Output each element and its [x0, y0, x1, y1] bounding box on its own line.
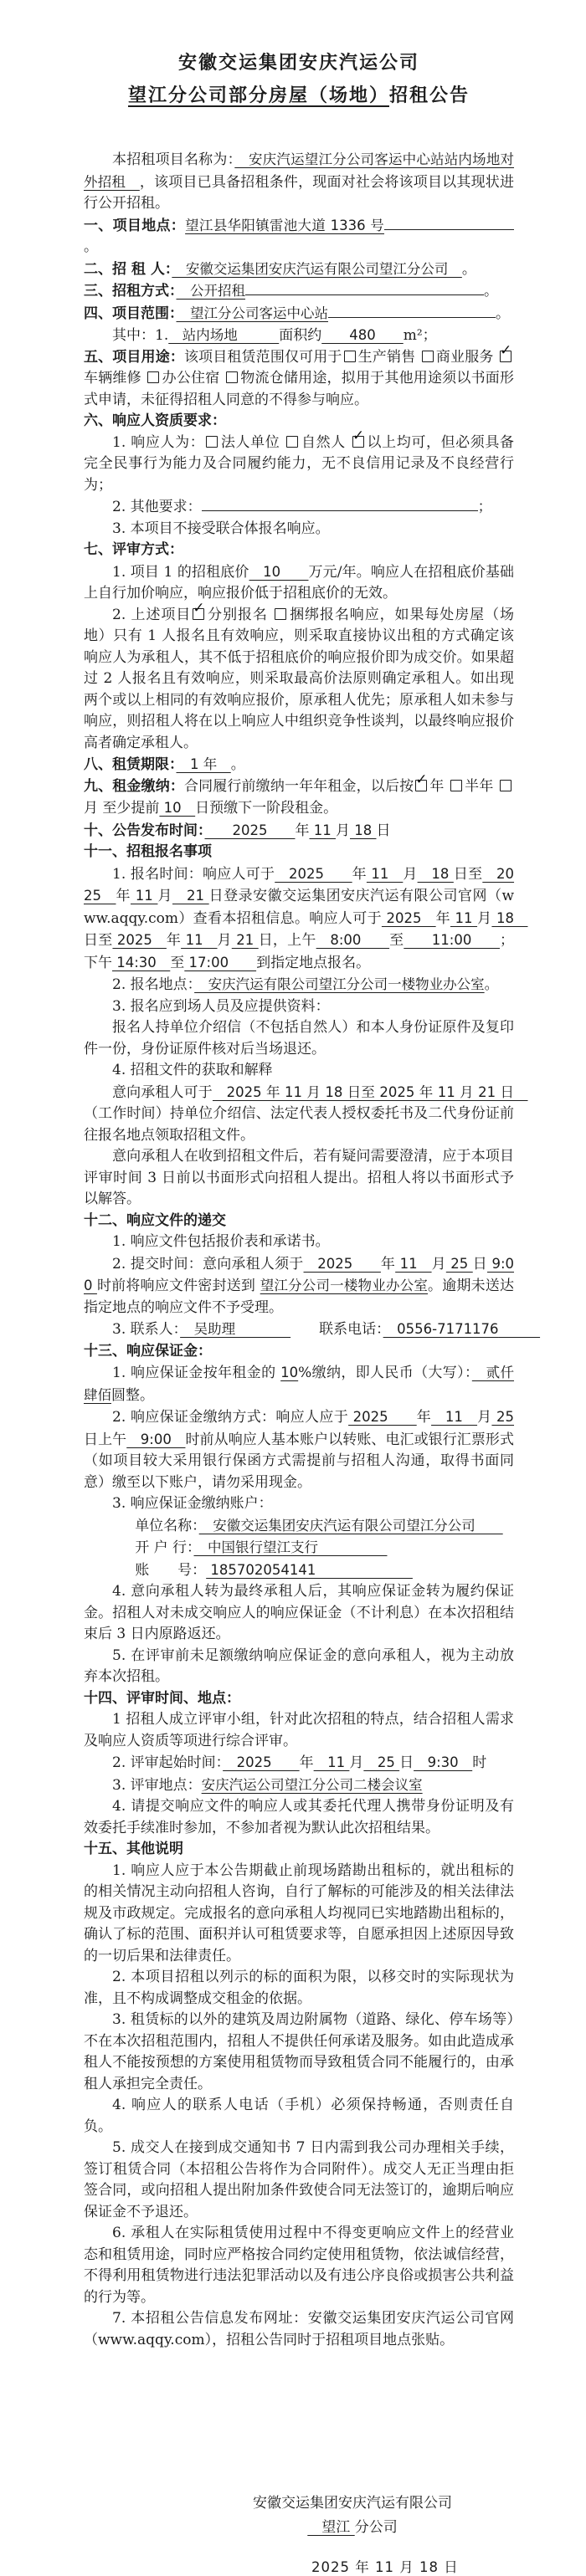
body-text: 。: [461, 260, 476, 278]
section-paragraph: [84, 771, 514, 820]
body-text: 月: [431, 1255, 446, 1273]
paragraph: [84, 1646, 514, 1688]
filled-in-value: 望江分公司一楼物业办公室: [260, 1278, 429, 1293]
filled-in-value: 14:30: [112, 954, 171, 970]
checkbox-checked-icon: [352, 427, 365, 448]
body-text: ；下午: [84, 932, 514, 971]
filled-in-value: 安徽交运集团安庆汽运有限公司望江分公司: [172, 260, 462, 277]
section-paragraph: [84, 1839, 514, 1861]
body-text: 7. 本招租公告信息发布网址：安徽交运集团安庆汽运公司官网（www.aqqy.com），招租公告同时于招租项目地点张贴。: [84, 2310, 514, 2348]
body-text: 以上均可，但必须具备完全民事行为能力及合同履约能力，无不良信用记录及不良经营行为；: [84, 433, 515, 494]
checkbox-checked-icon: [500, 341, 512, 362]
body-text: 物流仓储用途，拟用于其他用途须以书面形式申请，未征得招租人同意的不得参与响应。: [84, 370, 515, 408]
check-mark-icon: ✓: [352, 427, 365, 444]
paragraph: [84, 1752, 514, 1775]
filled-in-value: 11: [395, 1255, 432, 1272]
blank-fill-line: [384, 215, 514, 230]
filled-in-value: 2025: [381, 909, 436, 926]
filled-in-value: 8:00: [316, 932, 390, 948]
filled-in-value: 公开招租: [176, 283, 245, 299]
filled-in-value: 2025: [112, 932, 167, 948]
body-text: 年: [295, 822, 310, 839]
body-text: 日至: [84, 932, 113, 949]
filled-in-value: 18: [350, 822, 377, 838]
signature-date: 2025 年 11 月 18 日: [311, 2559, 459, 2575]
body-text: 开 户 行：: [135, 1539, 194, 1556]
checkbox-unchecked-icon: [275, 608, 286, 620]
blank-fill-line: [202, 496, 478, 511]
body-text: 1. 响应人应于本公告期截止前现场踏勘出租标的，就出租标的的相关情况主动向招租人咨询，自行了解标的可能涉及的相关法律法规及市政规定。完成报名的意向承租人均视同已实地踏勘出租标的，确认了标的范围、面积并认可租赁要求等，自愿承担因上述原因导致的一切后果和法律责任。: [84, 1862, 514, 1964]
body-text: 2. 本项目招租以列示的标的面积为限，以移交时的实际现状为准，且不构成调整成交租金的依据。: [84, 1969, 514, 2007]
body-text: 月: [217, 932, 232, 949]
filled-in-value: 1 年: [176, 756, 231, 772]
filled-in-value: 480: [321, 327, 404, 343]
filled-in-value: 中国银行望江支行: [193, 1539, 388, 1555]
body-text: 2. 上述项目: [112, 606, 192, 623]
body-text: 意向承租人可于: [112, 1083, 213, 1101]
section-label: 九、租金缴纳：: [84, 777, 184, 795]
checkbox-unchecked-icon: [422, 351, 434, 362]
filled-in-value: 2025: [348, 1409, 417, 1425]
paragraph: [84, 561, 514, 605]
paragraph: [84, 1406, 514, 1493]
filled-in-value: 11: [181, 932, 218, 948]
section-label: 十一、招租报名事项: [84, 843, 212, 860]
body-text: 圆整。: [111, 1386, 154, 1404]
paragraph: [84, 2095, 514, 2138]
filled-in-value: 望江县华阳镇雷池大道 1336 号: [185, 217, 385, 233]
body-text: 2. 报名地点：: [112, 976, 195, 993]
body-text: 日至: [453, 865, 483, 883]
body-text: 月: [477, 909, 492, 927]
body-text: 3. 报名应到场人员及应提供资料：: [112, 997, 330, 1015]
checkbox-unchecked-icon: [206, 436, 218, 448]
body-text: 2. 其他要求：: [112, 499, 202, 515]
body-text: 月: [349, 1754, 364, 1771]
body-text: 月: [477, 1409, 492, 1426]
checkbox-unchecked-icon: [286, 436, 298, 448]
filled-in-value: 安庆汽运望江分公司客运中心站站内场地对外招租: [84, 151, 515, 190]
section-label: 三、招租方式：: [84, 283, 177, 300]
body-text: 2. 响应保证金缴纳方式：响应人应于: [112, 1409, 349, 1426]
filled-in-value: 贰仟肆佰: [84, 1365, 515, 1403]
filled-in-value: 2025: [223, 1754, 300, 1770]
body-text: 半年: [465, 777, 499, 795]
paragraph: [84, 496, 514, 519]
body-text: 捆绑报名响应，如果每处房屋（场地）只有 1 人报名且有效响应，则采取直接协议出租的方式确定该响应人为承租人，其不低于招租底价的响应报价即为成交价。如果超过 2 人报名且有效响应，则采取最高价法原则确定承租人。如出现两个或以上相同的有效响应报价，原承租人优先；原承租人如未参与响应，则招租人将在以上响应人中组织竞争性谈判，以最终响应报价高者确定承租人。: [84, 606, 514, 751]
body-text: 商业服务: [435, 348, 499, 366]
body-text: 2. 提交时间：意向承租人须于: [112, 1255, 304, 1273]
filled-in-value: 2025: [84, 865, 515, 904]
filled-in-value: 18: [491, 909, 528, 926]
body-text: 日预缴下一阶段租金。: [195, 800, 338, 817]
body-text: 到指定地点报名。: [256, 954, 371, 971]
body-text: 4. 请提交响应文件的响应人或其委托代理人携带身份证明及有效委托手续准时参加，不参加者视为默认此次招租结果。: [84, 1798, 514, 1836]
paragraph: [84, 1362, 514, 1406]
blank-fill-line: [245, 280, 484, 295]
paragraph: [84, 325, 514, 347]
paragraph: [84, 1060, 514, 1082]
body-text: （工作时间）持单位介绍信、法定代表人授权委托书及二代身份证前往报名地点领取招租文件。: [84, 1105, 514, 1144]
checkbox-unchecked-icon: [226, 371, 238, 383]
section-label: 十二、响应文件的递交: [84, 1211, 226, 1229]
checkbox-unchecked-icon: [147, 371, 159, 383]
filled-in-value: 11:00: [404, 932, 500, 948]
section-paragraph: [84, 540, 514, 561]
section-label: 二、招 租 人：: [84, 260, 172, 278]
checkbox-unchecked-icon: [450, 780, 462, 791]
signature-company: 安徽交运集团安庆汽运有限公司: [253, 2495, 452, 2512]
paragraph: [84, 149, 514, 215]
paragraph: [84, 1515, 514, 1538]
filled-in-value: 10: [159, 800, 196, 816]
body-text: 车辆维修: [84, 370, 146, 387]
body-text: 联系电话：: [290, 1321, 383, 1338]
check-mark-icon: ✓: [415, 771, 428, 788]
checkbox-unchecked-icon: [344, 351, 356, 362]
body-text: ；: [477, 499, 492, 515]
section-paragraph: [84, 1211, 514, 1232]
body-text: 3. 评审地点：: [112, 1776, 202, 1794]
body-text: 本招租项目名称为：: [112, 151, 235, 168]
paragraph: [84, 427, 515, 497]
section-label: 六、响应人资质要求：: [84, 412, 226, 429]
filled-in-value: 11: [450, 909, 478, 926]
filled-in-value: 21: [231, 932, 259, 948]
document-title: 安徽交运集团安庆汽运公司: [177, 53, 419, 74]
filled-in-value: 9:00: [126, 1431, 186, 1447]
filled-in-value: 18: [417, 865, 454, 882]
checkbox-checked-icon: [415, 771, 428, 791]
body-text: 。逾期未送达指定地点的响应文件不予受理。: [84, 1278, 515, 1316]
filled-in-value: 站内场地: [168, 327, 280, 343]
body-text: 日登录安徽交运集团安庆汽运有限公司官网（www.aqqy.com）查看本招租信息。响应人可于: [84, 888, 514, 927]
body-text: 3. 本项目不接受联合体报名响应。: [112, 520, 330, 537]
section-label: 十三、响应保证金：: [84, 1342, 212, 1360]
section-paragraph: [84, 341, 515, 412]
body-text: 该项目租赁范围仅可用于: [183, 348, 342, 366]
body-text: 1. 报名时间：响应人可于: [112, 865, 275, 883]
filled-in-value: 安徽交运集团安庆汽运有限公司望江分公司: [198, 1517, 503, 1534]
section-paragraph: [84, 215, 514, 259]
section-label: 十四、评审时间、地点：: [84, 1689, 240, 1707]
filled-in-value: 9:00: [84, 1255, 515, 1293]
body-text: 年: [429, 777, 450, 795]
filled-in-value: 25: [363, 1754, 400, 1770]
body-text: 日上午: [84, 1431, 127, 1448]
body-text: 至: [389, 932, 404, 949]
body-text: 账 号：: [135, 1561, 207, 1579]
section-label: 四、项目范围：: [84, 305, 177, 322]
body-text: 时前从响应人基本账户以转账、电汇或银行汇票形式（如项目较大采用银行保函方式需提前与招租人沟通，取得书面同意）缴至以下账户，请勿采用现金。: [84, 1431, 515, 1491]
section-paragraph: [84, 280, 514, 303]
filled-in-value: 25: [491, 1409, 515, 1425]
body-text: 年: [116, 888, 131, 904]
body-text: 。: [484, 976, 499, 993]
body-text: 。: [484, 283, 498, 300]
paragraph: [84, 2138, 514, 2223]
body-text: 1 招租人成立评审小组，针对此次招租的特点，结合招租人需求及响应人资质等项进行综合评审。: [84, 1711, 514, 1749]
paragraph: [84, 1493, 514, 1515]
body-text: 年: [299, 1754, 314, 1771]
checkbox-unchecked-icon: [500, 780, 511, 791]
body-text: 办公住宿: [162, 370, 225, 387]
body-text: 5. 在评审前未足额缴纳响应保证金的意向承租人，视为主动放弃本次招租。: [84, 1646, 514, 1685]
filled-in-value: 吴助理: [180, 1321, 291, 1337]
body-text: 年: [352, 865, 367, 883]
body-text: 1. 项目 1 的招租底价: [112, 563, 249, 581]
filled-in-value: 25: [445, 1255, 473, 1272]
paragraph: [84, 1146, 514, 1211]
body-text: 月: [403, 865, 418, 883]
body-text: 万元/年。响应人在招租底价基础上自行加价响应，响应报价低于招租底价的无效。: [84, 563, 515, 602]
paragraph: [84, 1017, 514, 1060]
filled-in-value: 安庆汽运公司望江分公司二楼会议室: [201, 1776, 423, 1793]
document-body: [84, 149, 541, 2351]
paragraph: [84, 2308, 514, 2351]
filled-in-value: 2025: [303, 1255, 381, 1272]
section-label: 五、项目用途：: [84, 348, 184, 366]
body-text: m²；: [403, 327, 437, 344]
body-text: 月: [336, 822, 350, 839]
paragraph: [84, 519, 514, 540]
body-text: 合同履行前缴纳一年年租金，以后按: [183, 777, 414, 795]
body-text: 日，上午: [258, 932, 316, 949]
body-text: 报名人持单位介绍信（不包括自然人）和本人身份证原件及复印件一份，身份证原件核对后当场退还。: [84, 1019, 514, 1058]
document-subtitle: [84, 85, 514, 107]
body-text: 月 至少提前: [84, 800, 160, 817]
paragraph: [84, 2223, 514, 2308]
section-paragraph: [84, 303, 514, 325]
filled-in-value: 10: [249, 563, 309, 580]
paragraph: [84, 1319, 541, 1341]
body-text: 法人单位: [220, 433, 285, 451]
body-text: 至: [170, 954, 185, 971]
filled-in-value: 11: [366, 865, 404, 882]
filled-in-value: 11: [431, 1409, 478, 1425]
signature-branch: [253, 2516, 452, 2540]
paragraph: [84, 1796, 514, 1839]
paragraph: [84, 1709, 514, 1752]
paragraph: [84, 1537, 514, 1559]
body-text: 日: [399, 1754, 414, 1771]
check-mark-icon: ✓: [500, 341, 512, 359]
body-text: 日: [376, 822, 391, 839]
section-label: 八、租赁期限：: [84, 756, 177, 773]
paragraph: [84, 974, 514, 996]
body-text: 日: [472, 1255, 487, 1273]
body-text: 时: [472, 1754, 487, 1771]
branch-underlined-part: 望江: [307, 2519, 355, 2536]
paragraph: [84, 996, 514, 1018]
section-paragraph: [84, 1341, 514, 1363]
body-text: 1. 响应文件包括报价表和承诺书。: [112, 1233, 330, 1250]
document-footer: [84, 2491, 514, 2576]
paragraph: [84, 1082, 528, 1147]
filled-in-value: 17:00: [184, 954, 257, 970]
section-paragraph: [84, 1688, 514, 1710]
paragraph: [84, 1861, 514, 1968]
section-label: 一、项目地点：: [84, 217, 186, 234]
body-text: 。: [230, 756, 245, 773]
body-text: 1. 响应保证金按年租金的: [112, 1365, 281, 1381]
body-text: 时前将响应文件密封送到: [96, 1278, 260, 1294]
body-text: 意向承租人在收到招租文件后，若有疑问需要澄清，应于本项目评审时间 3 日前以书面形式向招租人提出。招租人将以书面形式予以解答。: [84, 1148, 514, 1207]
body-text: 6. 承租人在实际租赁使用过程中不得变更响应文件上的经营业态和租赁用途，同时应严格按合同约定使用租赁物，依法诚信经营，不得利用租赁物进行违法犯罪活动以及有违公序良俗或损害公共利益的行为等。: [84, 2225, 514, 2306]
filled-in-value: 2025: [275, 865, 352, 882]
filled-in-value: 10: [280, 1365, 299, 1380]
signature-block: [253, 2491, 452, 2540]
body-text: 月: [157, 888, 172, 904]
body-text: 分别报名: [207, 606, 274, 623]
section-paragraph: [84, 820, 514, 842]
paragraph: [84, 1232, 514, 1253]
body-text: 。: [496, 305, 510, 322]
section-paragraph: [84, 411, 514, 433]
section-label: 十五、其他说明: [84, 1841, 183, 1857]
paragraph: [84, 1581, 514, 1646]
body-text: 4. 意向承租人转为最终承租人后，其响应保证金转为履约保证金。招租人对未成交响应人的响应保证金（不计利息）在本次招租结束后 3 日内原路返还。: [84, 1583, 514, 1642]
paragraph: [84, 1775, 514, 1797]
filled-in-value: 0556-7171176: [383, 1321, 541, 1337]
section-label: 七、评审方式：: [84, 541, 183, 558]
body-text: ，该项目已具备招租条件，现面对社会将该项目以其现状进行公开招租。: [84, 173, 514, 212]
branch-rest-part: 分公司: [354, 2519, 398, 2536]
body-text: 年: [435, 909, 450, 927]
filled-in-value: 11: [130, 888, 158, 904]
body-text: 。: [84, 238, 98, 255]
body-text: 3. 响应保证金缴纳账户：: [112, 1495, 273, 1512]
body-text: 4. 招租文件的获取和解释: [112, 1062, 273, 1078]
body-text: 2. 评审起始时间：: [112, 1754, 224, 1771]
paragraph: [84, 1253, 514, 1319]
body-text: 1. 响应人为：: [112, 433, 205, 451]
paragraph: [84, 1967, 514, 2010]
body-text: 3. 联系人：: [112, 1321, 181, 1338]
filled-in-value: 9:30: [414, 1754, 473, 1770]
body-text: %缴纳，即人民币（大写）：: [298, 1365, 472, 1381]
filled-in-value: 11: [313, 1754, 350, 1770]
checkbox-checked-icon: [193, 599, 205, 620]
filled-in-value: 21: [172, 888, 209, 904]
body-text: 其中：1.: [112, 327, 169, 344]
check-mark-icon: ✓: [193, 599, 205, 617]
section-paragraph: [84, 842, 514, 863]
filled-in-value: 2025: [204, 822, 296, 838]
body-text: 年: [166, 932, 182, 949]
body-text: 4. 响应人的联系人电话（手机）必须保持畅通，否则责任自负。: [84, 2097, 514, 2135]
section-paragraph: [84, 259, 514, 281]
filled-in-value: 2025 年 11 月 18 日至 2025 年 11 月 21 日: [212, 1083, 528, 1100]
section-label: 十、公告发布时间：: [84, 822, 205, 839]
body-text: 生产销售: [357, 348, 420, 366]
subtitle-underlined-part: 望江分公司部分房屋（场地）: [127, 85, 389, 106]
body-text: 年: [416, 1409, 432, 1426]
section-paragraph: [84, 754, 514, 776]
paragraph: [84, 2010, 514, 2095]
body-text: 年: [380, 1255, 396, 1273]
blank-fill-line: [328, 303, 496, 318]
filled-in-value: 安庆汽运有限公司望江分公司一楼物业办公室: [194, 976, 485, 992]
filled-in-value: 望江分公司客运中心站: [176, 305, 328, 321]
paragraph: [84, 1559, 514, 1582]
paragraph: [84, 863, 528, 975]
body-text: 3. 租赁标的以外的建筑及周边附属物（道路、绿化、停车场等）不在本次招租范围内，招租人不提供任何承诺及服务。如由此造成承租人不能按预想的方案使用租赁物而导致租赁合同不能履行的，由承租人承担完全责任。: [84, 2011, 514, 2092]
subtitle-rest-part: 招租公告: [389, 85, 470, 106]
body-text: 面积约: [279, 327, 322, 344]
filled-in-value: 11: [309, 822, 336, 838]
body-text: 单位名称：: [135, 1517, 199, 1534]
paragraph: [84, 599, 514, 755]
body-text: 自然人: [301, 433, 351, 451]
filled-in-value: 185702054141: [206, 1561, 413, 1578]
body-text: 5. 成交人在接到成交通知书 7 日内需到我公司办理相关手续，签订租赁合同（本招租公告将作为合同附件）。成交人无正当理由拒签合同，或向招租人提出附加条件致使合同无法签订的，逾期后响应保证金不予退还。: [84, 2139, 514, 2220]
